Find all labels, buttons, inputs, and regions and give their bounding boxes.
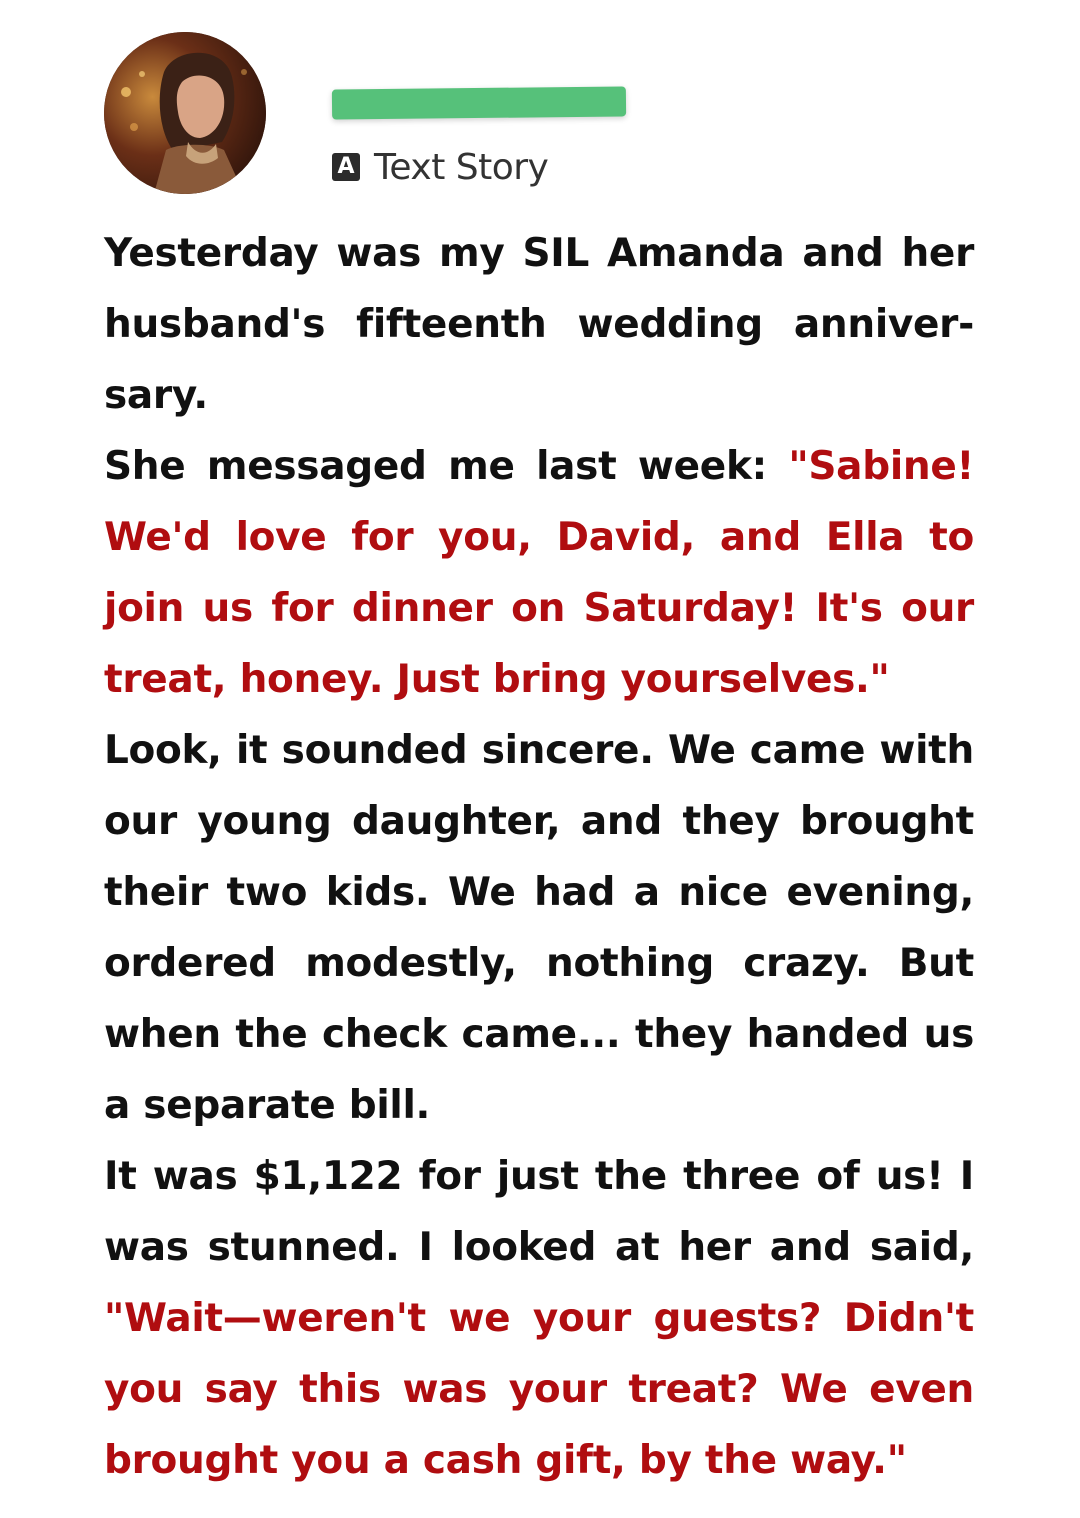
story-paragraph xyxy=(104,431,974,715)
quoted-speech: "Sabine! We'd love for you, David, and Ella to join us for dinner on Saturday! It's our treat, honey. Just bring yourselves." xyxy=(104,444,974,702)
post-header xyxy=(0,0,1080,210)
profile-photo-icon xyxy=(104,32,266,194)
story-text: She messaged me last week: xyxy=(104,444,789,489)
story-paragraph xyxy=(104,1141,974,1496)
story-paragraph xyxy=(104,218,974,431)
story-body xyxy=(104,218,974,1496)
story-text: It was $1,122 for just the three of us! I was stunned. I looked at her and said, xyxy=(104,1154,974,1270)
author-name-redaction xyxy=(332,86,626,119)
story-text: Yesterday was my SIL Amanda and her husband's fifteenth wedding anniver-sary. xyxy=(104,231,974,418)
story-type-label: Text Story xyxy=(374,146,549,188)
avatar[interactable] xyxy=(104,32,266,194)
quoted-speech: "Wait—weren't we your guests? Didn't you say this was your treat? We even brought you a cash gift, by the way." xyxy=(104,1296,974,1483)
text-story-icon: A xyxy=(332,153,360,181)
story-paragraph xyxy=(104,715,974,1141)
story-text: Look, it sounded sincere. We came with our young daughter, and they brought their two kids. We had a nice evening, ordered modestly, nothing crazy. But when the check came... they handed us a separate bill. xyxy=(104,728,974,1128)
story-type xyxy=(332,144,548,190)
